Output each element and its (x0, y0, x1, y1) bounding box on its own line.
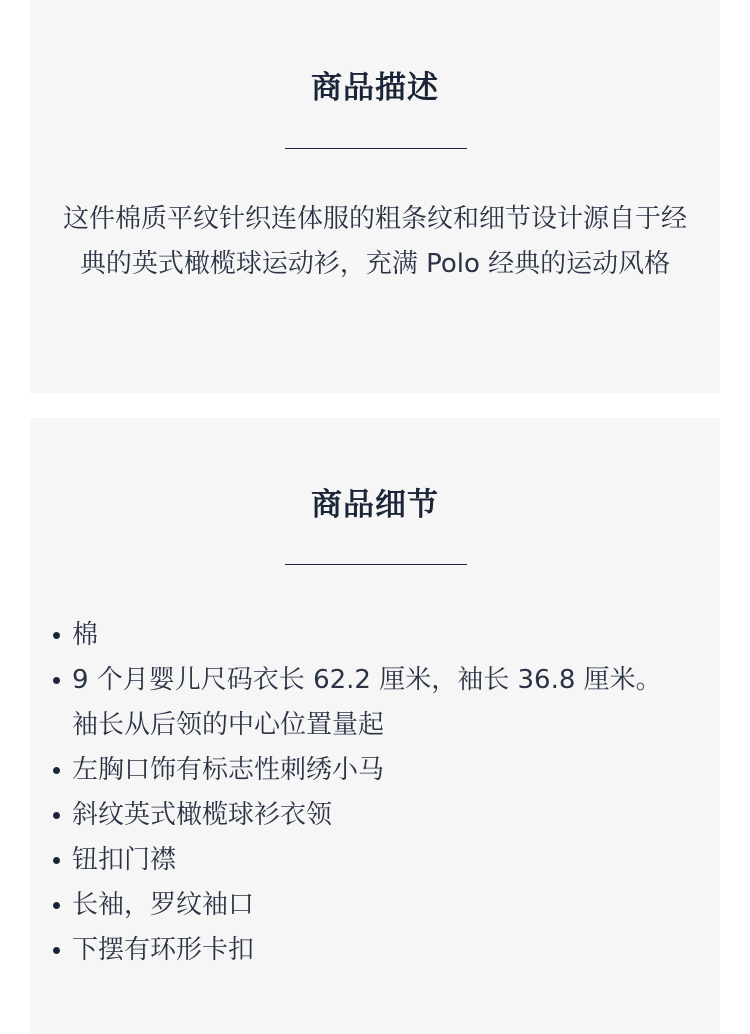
details-divider (285, 564, 467, 565)
bullet-icon (53, 812, 60, 819)
description-text: 这件棉质平纹针织连体服的粗条纹和细节设计源自于经典的英式橄榄球运动衫，充满 Polo 经典的运动风格 (62, 204, 687, 279)
bullet-icon (53, 677, 60, 684)
details-list (72, 613, 672, 973)
list-item (72, 748, 672, 793)
bullet-icon (53, 767, 60, 774)
list-item (72, 658, 672, 748)
description-divider (285, 148, 467, 149)
list-item-text: 棉 (72, 620, 99, 650)
list-item-text: 斜纹英式橄榄球衫衣领 (72, 800, 333, 830)
list-item (72, 793, 672, 838)
list-item (72, 613, 672, 658)
bullet-icon (53, 632, 60, 639)
list-item-text: 长袖，罗纹袖口 (72, 890, 255, 920)
details-title: 商品细节 (311, 487, 439, 523)
list-item (72, 883, 672, 928)
list-item-text: 下摆有环形卡扣 (72, 935, 255, 965)
list-item-text: 9 个月婴儿尺码衣长 62.2 厘米，袖长 36.8 厘米。袖长从后领的中心位置量起 (72, 665, 662, 740)
list-item-text: 钮扣门襟 (72, 845, 177, 875)
description-title: 商品描述 (311, 70, 439, 106)
bullet-icon (53, 857, 60, 864)
list-item-text: 左胸口饰有标志性刺绣小马 (72, 755, 385, 785)
bullet-icon (53, 902, 60, 909)
description-card (30, 0, 720, 393)
list-item (72, 928, 672, 973)
bullet-icon (53, 947, 60, 954)
details-card (30, 418, 720, 1034)
list-item (72, 838, 672, 883)
